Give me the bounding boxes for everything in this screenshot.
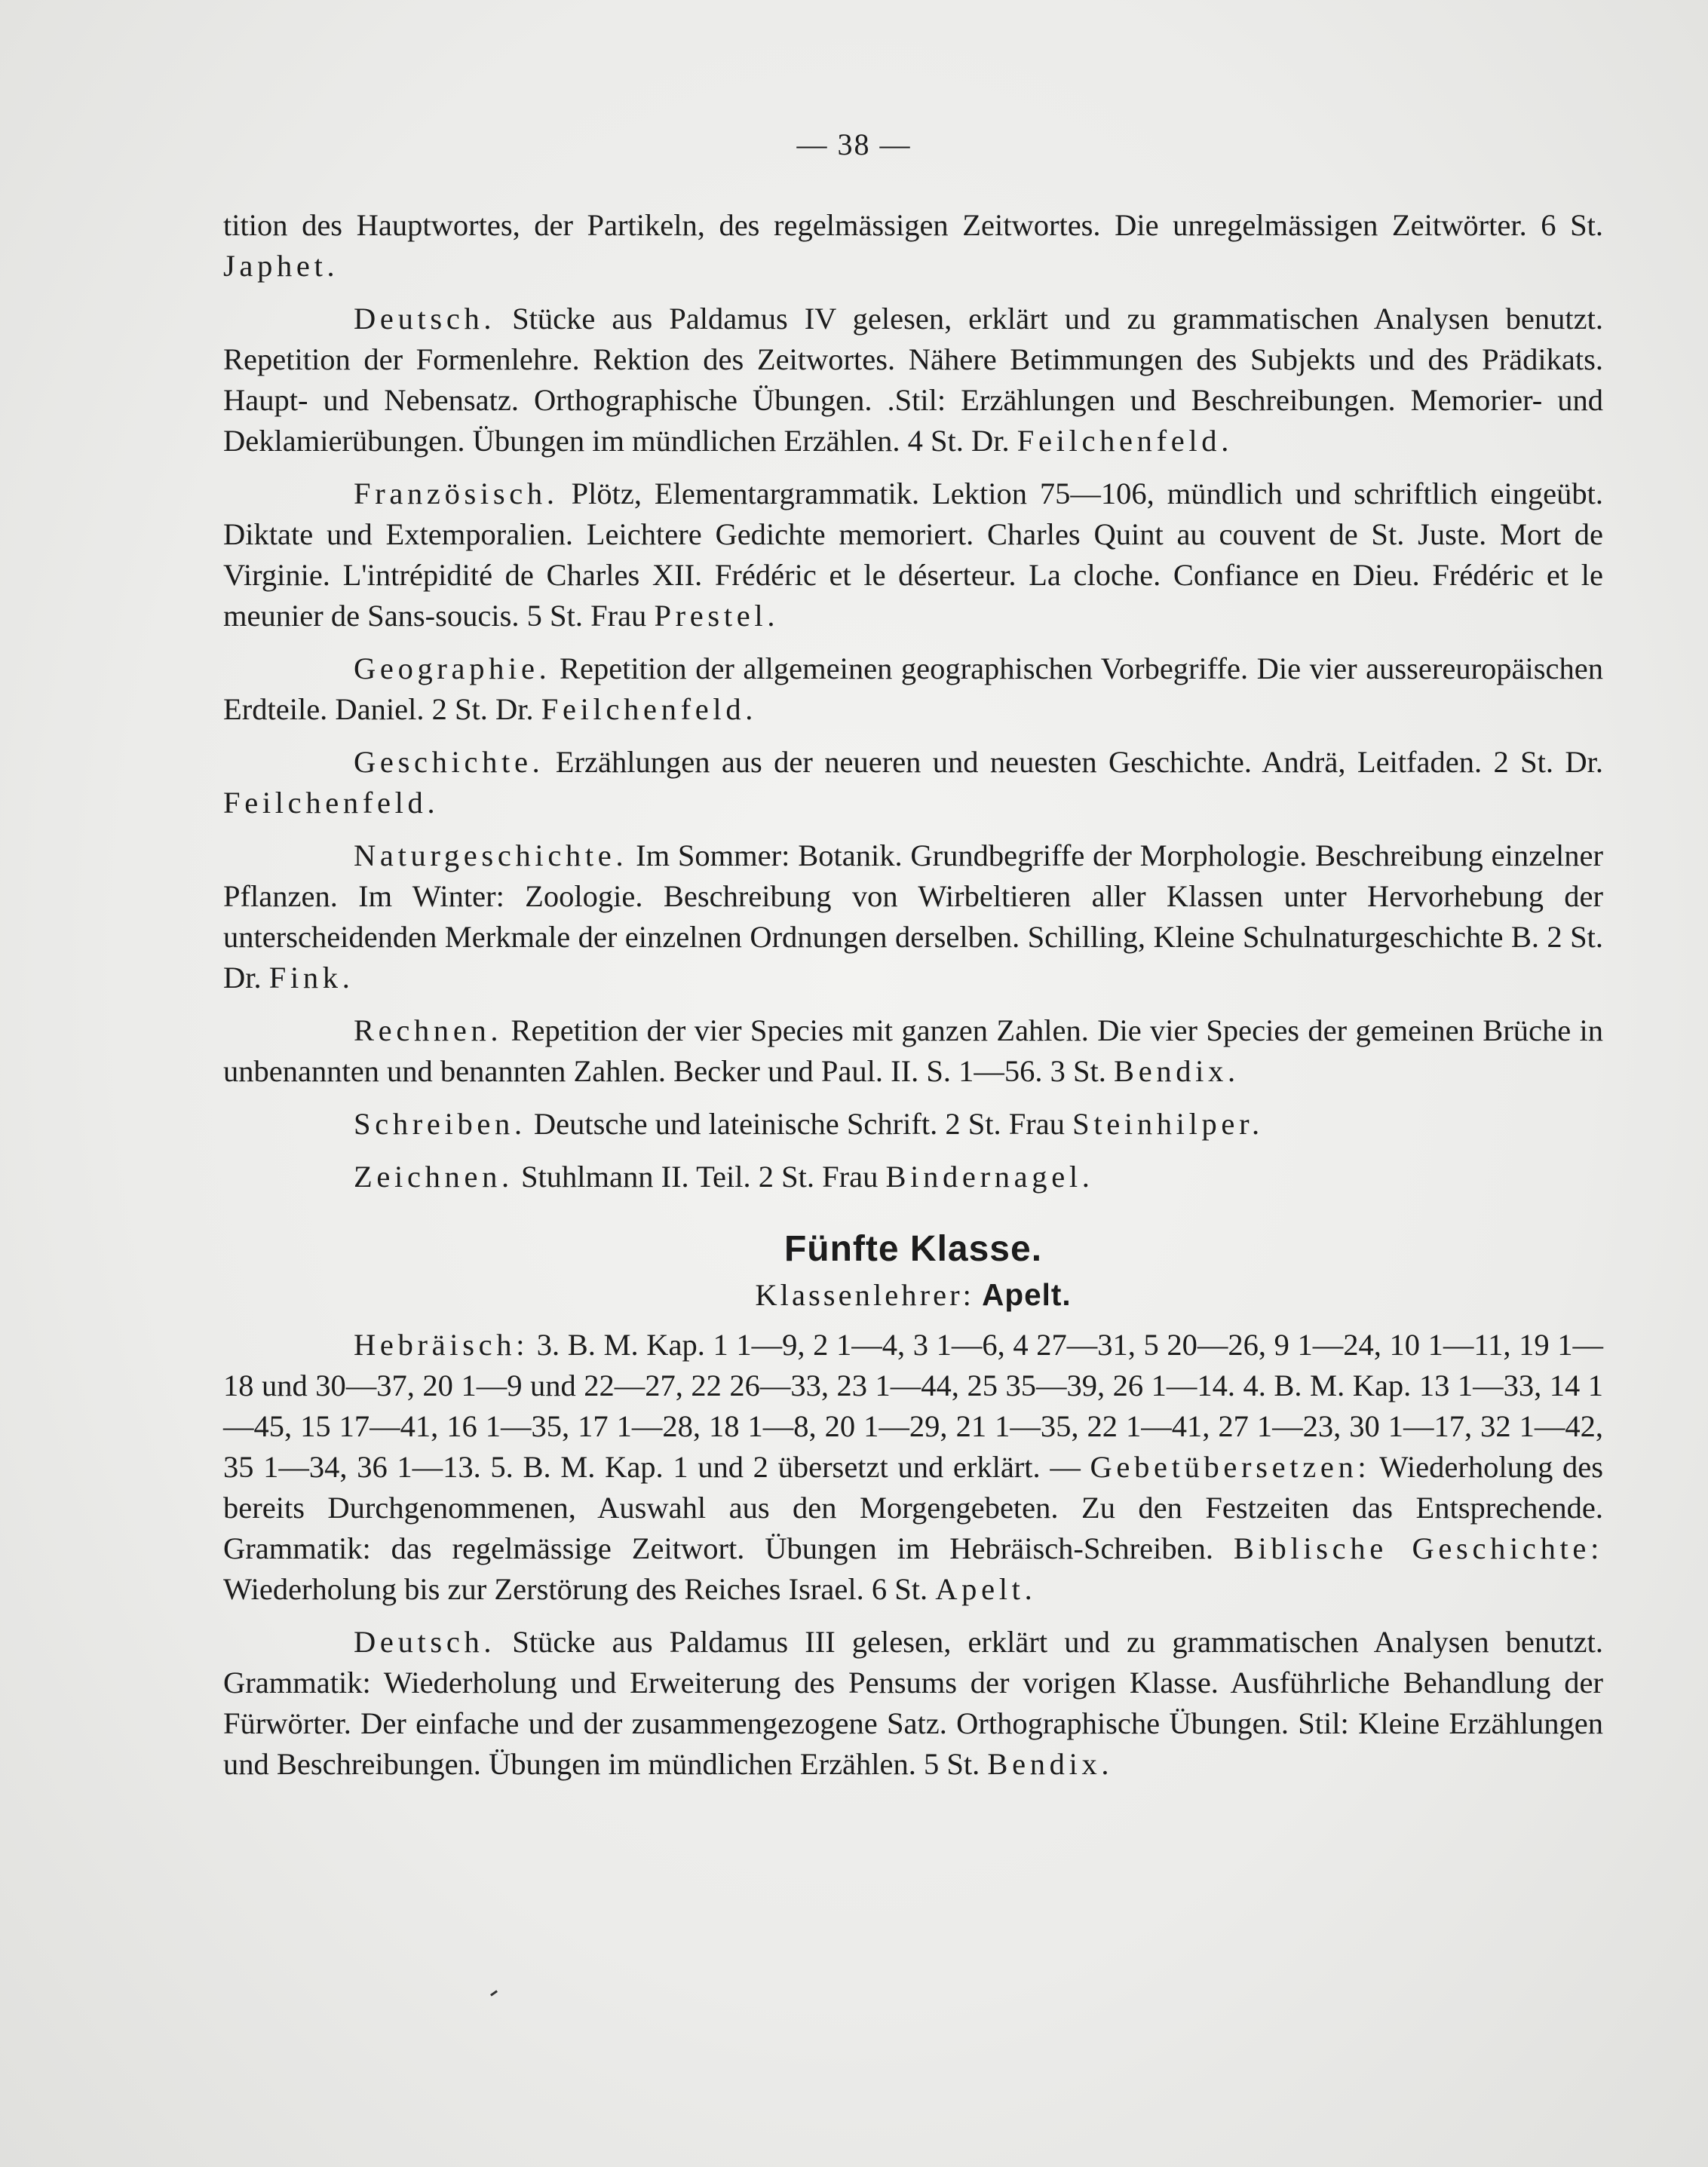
subject-heading: Französisch.	[354, 477, 559, 510]
teacher-name: Fink.	[268, 961, 354, 995]
paragraph-text: Im Sommer: Botanik. Grundbegriffe der Morphologie. Beschreibung einzelner Pflanzen. Im Winter: Zoologie. Beschreibung von Wirbeltieren aller Klassen unter Hervorhebung der unterscheidenden Merkmale der einzelnen Ordnungen derselben. Schilling, Kleine Schulnaturgeschichte B. 2 St. Dr.	[223, 838, 1604, 995]
subsection-heading: Biblische Geschichte:	[1233, 1531, 1603, 1565]
class-teacher-name: Apelt.	[982, 1277, 1072, 1312]
subject-heading: Schreiben.	[354, 1107, 526, 1141]
paragraph-text: Deutsche und lateinische Schrift. 2 St. Frau	[533, 1107, 1066, 1141]
teacher-name: Feilchenfeld.	[541, 692, 758, 726]
teacher-name: Feilchenfeld.	[1017, 424, 1234, 458]
teacher-name: Bendix.	[987, 1747, 1114, 1781]
paragraph-text: Repetition der allgemeinen geographischen Vorbegriffe. Die vier aussereuropäischen Erdteile. Daniel. 2 St. Dr.	[223, 651, 1603, 726]
paragraph-zeichnen	[223, 1157, 1603, 1197]
ink-mark	[490, 1990, 498, 1996]
teacher-name: Steinhilper.	[1072, 1107, 1264, 1141]
paragraph-deutsch-fuenfte	[223, 1622, 1603, 1785]
paragraph-deutsch	[223, 299, 1603, 461]
body-text	[223, 205, 1603, 1797]
teacher-name: Bindernagel.	[885, 1160, 1094, 1194]
teacher-name: Apelt.	[935, 1572, 1037, 1606]
paragraph-religion-continued	[223, 205, 1603, 287]
paragraph-text: Stücke aus Paldamus IV gelesen, erklärt und zu grammatischen Analysen benutzt. Repetition der Formenlehre. Rektion des Zeitwortes. Nähere Betimmungen des Subjekts und des Prädikats. Haupt- und Nebensatz. Orthographische Übungen. .Stil: Erzählungen und Beschreibungen. Memorier- und Deklamierübungen. Übungen im mündlichen Erzählen. 4 St. Dr.	[223, 302, 1604, 458]
section-title: Fünfte Klasse.	[783, 1229, 1043, 1269]
paragraph-text: Wiederholung des bereits Durchgenommenen, Auswahl aus den Morgengebeten. Zu den Festzeiten das Entsprechende. Grammatik: das regelmässige Zeitwort. Übungen im Hebräisch-Schreiben.	[223, 1450, 1603, 1565]
teacher-name: Feilchenfeld.	[223, 786, 440, 820]
page-number: — 38 —	[796, 127, 912, 161]
subject-heading: Deutsch.	[354, 302, 496, 336]
paragraph-rechnen	[223, 1010, 1603, 1092]
subject-heading: Geschichte.	[354, 745, 544, 779]
class-teacher-line	[223, 1274, 1603, 1316]
teacher-name: Prestel.	[654, 599, 780, 633]
paragraph-franzoesisch	[223, 474, 1603, 636]
subsection-heading: Gebetübersetzen:	[1090, 1450, 1371, 1484]
subject-heading: Zeichnen.	[354, 1160, 514, 1194]
paragraph-text: 3. B. M. Kap. 1 1—9, 2 1—4, 3 1—6, 4 27—31, 5 20—26, 9 1—24, 10 1—11, 19 1—18 und 30—37, 20 1—9 und 22—27, 22 26—33, 23 1—44, 25 35—39, 26 1—14. 4. B. M. Kap. 13 1—33, 14 1—45, 15 17—41, 16 1—35, 17 1—28, 18 1—8, 20 1—29, 21 1—35, 22 1—41, 27 1—23, 30 1—17, 32 1—42, 35 1—34, 36 1—13. 5. B. M. Kap. 1 und 2 übersetzt und erklärt. —	[223, 1328, 1603, 1484]
paragraph-text: tition des Hauptwortes, der Partikeln, des regelmässigen Zeitwortes. Die unregelmässigen Zeitwörter. 6 St.	[223, 208, 1603, 242]
subject-heading: Hebräisch:	[354, 1328, 529, 1362]
paragraph-hebraeisch	[223, 1325, 1603, 1610]
teacher-name: Bendix.	[1114, 1054, 1240, 1088]
paragraph-text: Wiederholung bis zur Zerstörung des Reiches Israel. 6 St.	[223, 1572, 928, 1606]
paragraph-text: Stücke aus Paldamus III gelesen, erklärt und zu grammatischen Analysen benutzt. Grammatik: Wiederholung und Erweiterung des Pensums der vorigen Klasse. Ausführliche Behandlung der Fürwörter. Der einfache und der zusammengezogene Satz. Orthographische Übungen. Stil: Kleine Erzählungen und Beschreibungen. Übungen im mündlichen Erzählen. 5 St.	[223, 1625, 1604, 1781]
teacher-name: Japhet.	[223, 249, 339, 283]
subject-heading: Geographie.	[354, 651, 551, 685]
paragraph-naturgeschichte	[223, 835, 1603, 998]
class-teacher-label: Klassenlehrer:	[755, 1278, 974, 1312]
subject-heading: Naturgeschichte.	[354, 838, 628, 872]
paragraph-text: Plötz, Elementargrammatik. Lektion 75—106, mündlich und schriftlich eingeübt. Diktate und Extemporalien. Leichtere Gedichte memoriert. Charles Quint au couvent de St. Juste. Mort de Virginie. L'intrépidité de Charles XII. Frédéric et le déserteur. La cloche. Confiance en Dieu. Frédéric et le meunier de Sans-soucis. 5 St. Frau	[223, 477, 1603, 633]
subject-heading: Rechnen.	[354, 1013, 503, 1047]
paragraph-geschichte	[223, 742, 1603, 823]
paragraph-geographie	[223, 648, 1603, 730]
paragraph-text: Repetition der vier Species mit ganzen Zahlen. Die vier Species der gemeinen Brüche in unbenannten und benannten Zahlen. Becker und Paul. II. S. 1—56. 3 St.	[223, 1013, 1604, 1088]
paragraph-text: Stuhlmann II. Teil. 2 St. Frau	[520, 1160, 879, 1194]
subject-heading: Deutsch.	[354, 1625, 496, 1659]
paragraph-schreiben	[223, 1104, 1603, 1145]
paragraph-text: Erzählungen aus der neueren und neuesten Geschichte. Andrä, Leitfaden. 2 St. Dr.	[555, 745, 1603, 779]
